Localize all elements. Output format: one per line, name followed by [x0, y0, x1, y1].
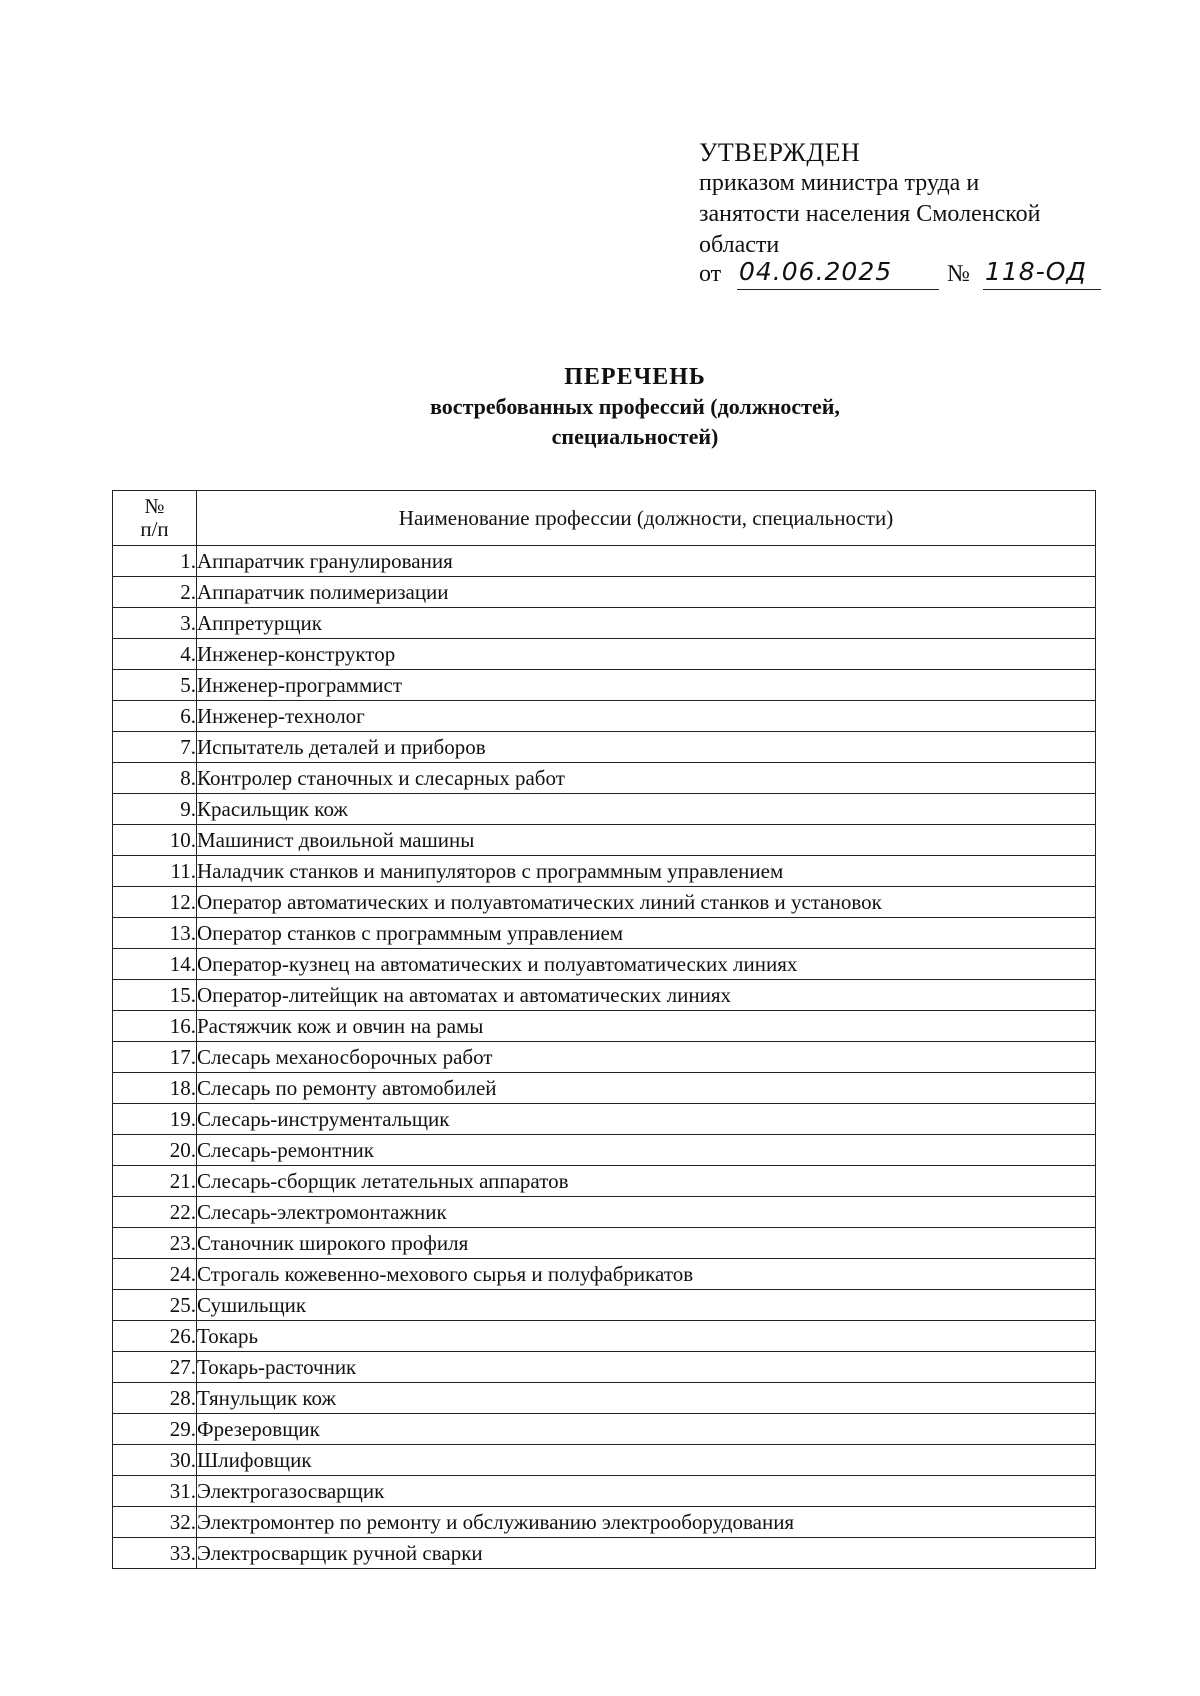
table-row	[113, 732, 1096, 763]
approval-line-3: области	[699, 232, 780, 258]
row-number: 29.	[113, 1414, 197, 1445]
approval-line-1: приказом министра труда и	[699, 170, 980, 196]
table-row	[113, 980, 1096, 1011]
approval-block	[699, 138, 1139, 301]
row-number: 14.	[113, 949, 197, 980]
row-number: 27.	[113, 1352, 197, 1383]
profession-name: Электромонтер по ремонту и обслуживанию электрооборудования	[197, 1507, 1096, 1538]
profession-name: Испытатель деталей и приборов	[197, 732, 1096, 763]
row-number: 10.	[113, 825, 197, 856]
row-number: 4.	[113, 639, 197, 670]
profession-name: Электрогазосварщик	[197, 1476, 1096, 1507]
profession-name: Аппаратчик гранулирования	[197, 546, 1096, 577]
table-row	[113, 639, 1096, 670]
profession-name: Фрезеровщик	[197, 1414, 1096, 1445]
table-row	[113, 856, 1096, 887]
table-row	[113, 577, 1096, 608]
column-header-number-abbr: п/п	[140, 517, 169, 541]
document-subtitle-line-1: востребованных профессий (должностей,	[430, 394, 840, 419]
profession-name: Токарь	[197, 1321, 1096, 1352]
profession-name: Шлифовщик	[197, 1445, 1096, 1476]
table-row	[113, 1228, 1096, 1259]
professions-table	[112, 490, 1096, 1569]
table-header-row	[113, 491, 1096, 546]
table-row	[113, 1445, 1096, 1476]
profession-name: Оператор автоматических и полуавтоматических линий станков и установок	[197, 887, 1096, 918]
approval-title: УТВЕРЖДЕН	[699, 138, 861, 167]
table-row	[113, 1011, 1096, 1042]
row-number: 33.	[113, 1538, 197, 1569]
profession-name: Станочник широкого профиля	[197, 1228, 1096, 1259]
document-title: ПЕРЕЧЕНЬ	[564, 364, 706, 390]
table-row	[113, 1073, 1096, 1104]
row-number: 31.	[113, 1476, 197, 1507]
profession-name: Слесарь-электромонтажник	[197, 1197, 1096, 1228]
profession-name: Оператор станков с программным управлением	[197, 918, 1096, 949]
profession-name: Аппретурщик	[197, 608, 1096, 639]
profession-name: Строгаль кожевенно-мехового сырья и полуфабрикатов	[197, 1259, 1096, 1290]
table-row	[113, 949, 1096, 980]
profession-name: Сушильщик	[197, 1290, 1096, 1321]
row-number: 24.	[113, 1259, 197, 1290]
profession-name: Машинист двоильной машины	[197, 825, 1096, 856]
row-number: 7.	[113, 732, 197, 763]
table-row	[113, 1166, 1096, 1197]
row-number: 5.	[113, 670, 197, 701]
table-row	[113, 1383, 1096, 1414]
table-row	[113, 1042, 1096, 1073]
profession-name: Тянульщик кож	[197, 1383, 1096, 1414]
row-number: 26.	[113, 1321, 197, 1352]
row-number: 9.	[113, 794, 197, 825]
profession-name: Электросварщик ручной сварки	[197, 1538, 1096, 1569]
table-body	[113, 546, 1096, 1569]
table-row	[113, 1414, 1096, 1445]
profession-name: Инженер-конструктор	[197, 639, 1096, 670]
profession-name: Оператор-литейщик на автоматах и автоматических линиях	[197, 980, 1096, 1011]
profession-name: Инженер-программист	[197, 670, 1096, 701]
row-number: 6.	[113, 701, 197, 732]
row-number: 21.	[113, 1166, 197, 1197]
order-number-handwritten: 118-ОД	[983, 257, 1101, 290]
document-heading	[300, 362, 970, 452]
table-row	[113, 1197, 1096, 1228]
table-row	[113, 1290, 1096, 1321]
approval-order-line	[699, 257, 1139, 301]
table-row	[113, 918, 1096, 949]
table-row	[113, 1135, 1096, 1166]
table-row	[113, 1538, 1096, 1569]
profession-name: Слесарь-ремонтник	[197, 1135, 1096, 1166]
row-number: 16.	[113, 1011, 197, 1042]
row-number: 22.	[113, 1197, 197, 1228]
profession-name: Красильщик кож	[197, 794, 1096, 825]
row-number: 19.	[113, 1104, 197, 1135]
profession-name: Слесарь механосборочных работ	[197, 1042, 1096, 1073]
column-header-number-symbol: №	[144, 494, 165, 518]
table-row	[113, 1352, 1096, 1383]
table-row	[113, 701, 1096, 732]
profession-name: Слесарь-сборщик летательных аппаратов	[197, 1166, 1096, 1197]
row-number: 2.	[113, 577, 197, 608]
profession-name: Аппаратчик полимеризации	[197, 577, 1096, 608]
order-from-label: от	[699, 261, 722, 287]
order-number-label: №	[947, 261, 970, 287]
table-row	[113, 1259, 1096, 1290]
approval-line-2: занятости населения Смоленской	[699, 201, 1041, 227]
table-row	[113, 1507, 1096, 1538]
table-row	[113, 1104, 1096, 1135]
profession-name: Токарь-расточник	[197, 1352, 1096, 1383]
row-number: 18.	[113, 1073, 197, 1104]
row-number: 32.	[113, 1507, 197, 1538]
row-number: 23.	[113, 1228, 197, 1259]
row-number: 12.	[113, 887, 197, 918]
table-row	[113, 608, 1096, 639]
row-number: 17.	[113, 1042, 197, 1073]
table-row	[113, 1476, 1096, 1507]
column-header-number	[113, 491, 197, 546]
row-number: 20.	[113, 1135, 197, 1166]
row-number: 3.	[113, 608, 197, 639]
row-number: 13.	[113, 918, 197, 949]
row-number: 25.	[113, 1290, 197, 1321]
order-date-handwritten: 04.06.2025	[737, 257, 939, 290]
document-subtitle-line-2: специальностей)	[551, 424, 719, 449]
table-row	[113, 887, 1096, 918]
table-row	[113, 794, 1096, 825]
row-number: 30.	[113, 1445, 197, 1476]
row-number: 11.	[113, 856, 197, 887]
table-row	[113, 763, 1096, 794]
table-row	[113, 1321, 1096, 1352]
profession-name: Оператор-кузнец на автоматических и полуавтоматических линиях	[197, 949, 1096, 980]
table-row	[113, 825, 1096, 856]
row-number: 28.	[113, 1383, 197, 1414]
profession-name: Инженер-технолог	[197, 701, 1096, 732]
profession-name: Слесарь-инструментальщик	[197, 1104, 1096, 1135]
table-row	[113, 546, 1096, 577]
row-number: 8.	[113, 763, 197, 794]
row-number: 1.	[113, 546, 197, 577]
profession-name: Наладчик станков и манипуляторов с программным управлением	[197, 856, 1096, 887]
profession-name: Растяжчик кож и овчин на рамы	[197, 1011, 1096, 1042]
profession-name: Контролер станочных и слесарных работ	[197, 763, 1096, 794]
column-header-name: Наименование профессии (должности, специальности)	[197, 491, 1096, 546]
table-row	[113, 670, 1096, 701]
profession-name: Слесарь по ремонту автомобилей	[197, 1073, 1096, 1104]
row-number: 15.	[113, 980, 197, 1011]
